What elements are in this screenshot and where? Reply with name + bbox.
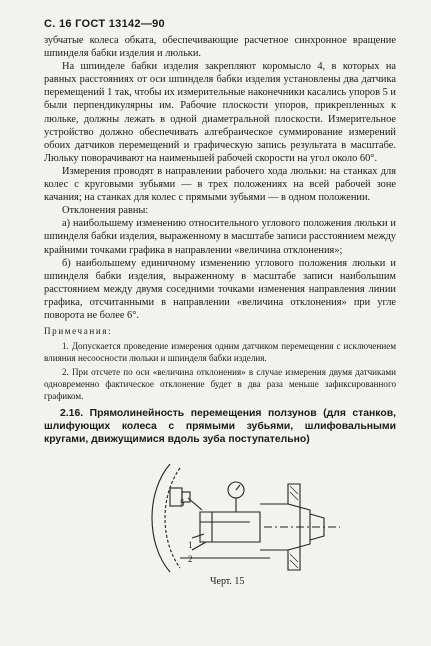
figure-caption: Черт. 15 — [210, 576, 245, 587]
paragraph: Отклонения равны: — [62, 205, 149, 217]
section-number: 2.16. — [60, 408, 84, 420]
section-heading — [44, 407, 396, 446]
section-title: Прямолинейность перемещения ползунов (для станков, шлифующих колеса с прямыми зубьями, шлифовальными кругами, движущимися вдоль зуба поступательно) — [44, 408, 396, 446]
paragraph: зубчатые колеса обката, обеспечивающие расчетное синхронное вращение шпинделя бабки изделия и люльки. — [44, 35, 396, 60]
figure-label-2: 2 — [188, 554, 193, 564]
list-item: б) наибольшему единичному изменению углового положения люльки и шпинделя бабки изделия, выраженному в масштабе записи наибольшим расстоянием между двумя соседними точками изменения направления линии графика, отсчитанными в направлении «величина отклонения» при угле поворота не более 6°. — [44, 257, 396, 321]
list-item: а) наибольшему изменению относительного углового положения люльки и шпинделя бабки изделия, выраженному в масштабе записи расстоянием между крайними точками графика в направлении «величина отклонения»; — [44, 218, 396, 256]
figure-label-1: 1 — [188, 540, 193, 550]
paragraph: На шпинделе бабки изделия закрепляют коромысло 4, в которых на равных расстояниях от оси шпинделя бабки изделия установлены два датчика перемещений 1 так, чтобы их измерительные наконечники касались упоров 5 и были перпендикулярны им. Рабочие плоскости упоров, прикрепленных к люльке, должны лежать в одной диаметральной плоскости. Измерительное устройство должно обеспечивать алгебраическое суммирование измерений обоих датчиков перемещений и графическую запись результата в масштабе. Люльку поворачивают на наименьшей рабочей скорости на угол около 60°. — [44, 61, 396, 164]
technical-drawing — [140, 462, 360, 574]
note: 2. При отсчете по оси «величина отклонения» в случае измерения двумя датчиками одновременно фактическое отклонение будет в два раза меньше зафиксированного графиком. — [44, 367, 396, 401]
body-text — [44, 34, 396, 446]
note: 1. Допускается проведение измерения одним датчиком перемещения с исключением влияния несоосности люльки и шпинделя бабки изделия. — [44, 341, 396, 363]
page-header: С. 16 ГОСТ 13142—90 — [44, 18, 165, 30]
notes-title: Примечания: — [44, 326, 113, 337]
figure-label-5: 5 — [180, 498, 185, 508]
paragraph: Измерения проводят в направлении рабочего хода люльки: на станках для колес с круговыми зубьями — в трех положениях на всей рабочей зоне качания; на станках для колес с прямыми зубьями — в одном положении. — [44, 165, 396, 204]
